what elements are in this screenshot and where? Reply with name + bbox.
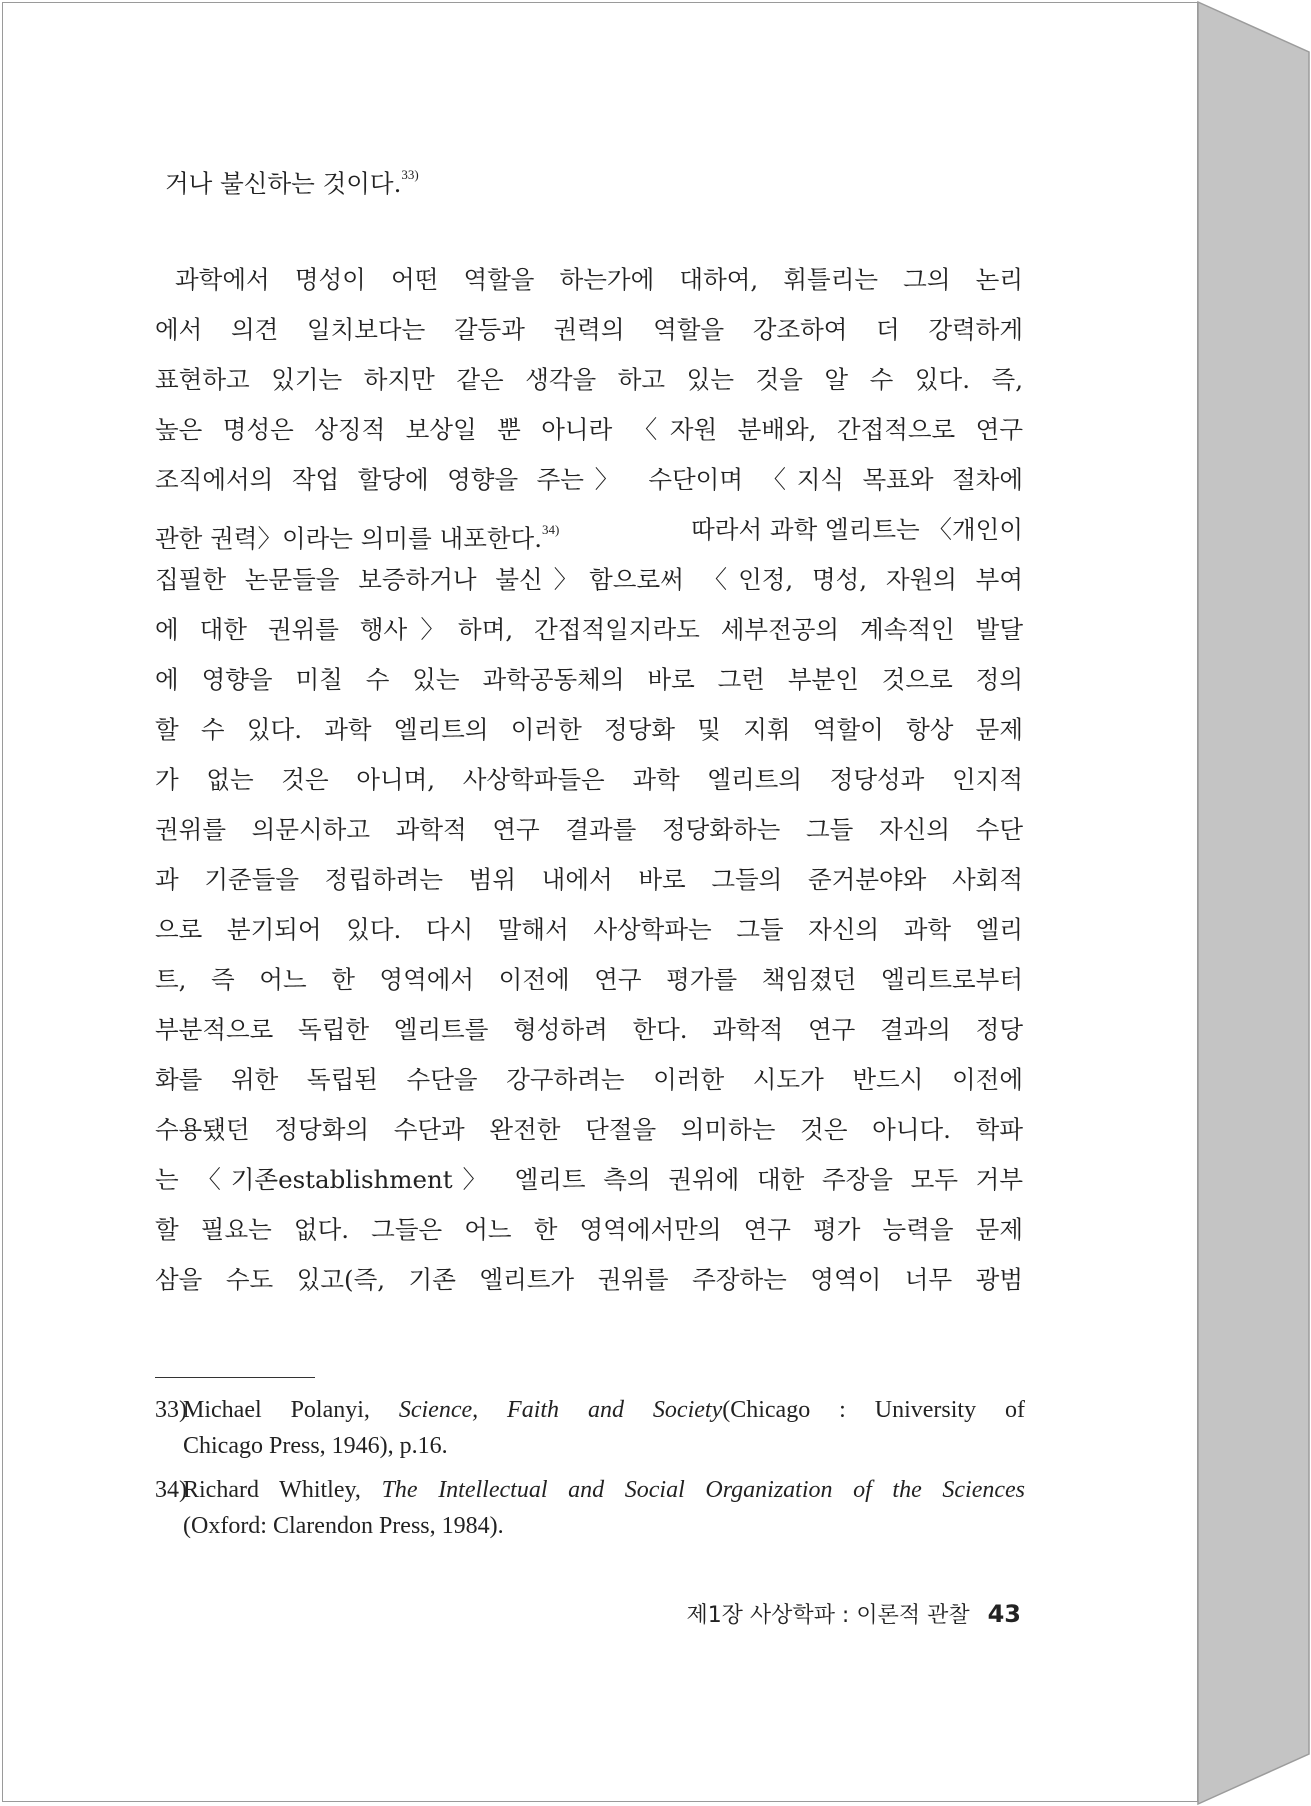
body-line: 과 기준들을 정립하려는 범위 내에서 바로 그들의 준거분야와 사회적 <box>155 865 1023 894</box>
footnote-number: 34) <box>155 1477 187 1503</box>
body-line: 가 없는 것은 아니며, 사상학파들은 과학 엘리트의 정당성과 인지적 <box>155 765 1023 794</box>
body-line: 표현하고 있기는 하지만 같은 생각을 하고 있는 것을 알 수 있다. 즉, <box>155 365 1023 394</box>
body-line: 수용됐던 정당화의 수단과 완전한 단절을 의미하는 것은 아니다. 학파 <box>155 1115 1023 1144</box>
footnote-author: Richard Whitley, <box>183 1477 382 1503</box>
footnote-ref-34: 34) <box>542 522 560 537</box>
footnote-34-body <box>183 1472 1025 1508</box>
body-line: 에서 의견 일치보다는 갈등과 권력의 역할을 강조하여 더 강력하게 <box>155 315 1023 344</box>
footnote-33-body <box>183 1392 1025 1428</box>
body-line <box>155 505 1023 555</box>
footnote-33-line1 <box>155 1392 1025 1428</box>
footnote-divider <box>155 1377 315 1378</box>
body-line: 는 〈기존establishment〉 엘리트 측의 권위에 대한 주장을 모두 거부 <box>155 1165 1023 1194</box>
body-line: 으로 분기되어 있다. 다시 말해서 사상학파는 그들 자신의 과학 엘리 <box>155 915 1023 944</box>
body-line: 삼을 수도 있고(즉, 기존 엘리트가 권위를 주장하는 영역이 너무 광범 <box>155 1265 1023 1294</box>
body-line: 집필한 논문들을 보증하거나 불신〉함으로써 〈인정, 명성, 자원의 부여 <box>155 565 1023 594</box>
page-footer <box>686 1596 1021 1634</box>
body-line: 부분적으로 독립한 엘리트를 형성하려 한다. 과학적 연구 결과의 정당 <box>155 1015 1023 1044</box>
body-line: 권위를 의문시하고 과학적 연구 결과를 정당화하는 그들 자신의 수단 <box>155 815 1023 844</box>
footnote-number: 33) <box>155 1397 187 1423</box>
paragraph-top <box>165 150 1023 200</box>
body-line: 에 대한 권위를 행사〉하며, 간접적일지라도 세부전공의 계속적인 발달 <box>155 615 1023 644</box>
footnote-publisher: (Chicago : University of <box>722 1397 1025 1423</box>
footnote-33-line2: Chicago Press, 1946), p.16. <box>183 1433 448 1459</box>
footnote-33 <box>155 1392 1025 1464</box>
body-line: 과학에서 명성이 어떤 역할을 하는가에 대하여, 휘틀리는 그의 논리 <box>175 265 1023 294</box>
body-line: 조직에서의 작업 할당에 영향을 주는〉 수단이며 〈지식 목표와 절차에 <box>155 465 1023 494</box>
body-line: 할 필요는 없다. 그들은 어느 한 영역에서만의 연구 평가 능력을 문제 <box>155 1215 1023 1244</box>
page-edge-side <box>1198 2 1309 1804</box>
body-line: 화를 위한 독립된 수단을 강구하려는 이러한 시도가 반드시 이전에 <box>155 1065 1023 1094</box>
body-line: 높은 명성은 상징적 보상일 뿐 아니라 〈자원 분배와, 간접적으로 연구 <box>155 415 1023 444</box>
footnote-ref-33: 33) <box>401 167 419 182</box>
body-line-text: 관한 권력〉이라는 의미를 내포한다. <box>155 524 542 553</box>
footnote-title: Science, Faith and Society <box>398 1397 723 1423</box>
body-line: 할 수 있다. 과학 엘리트의 이러한 정당화 및 지휘 역할이 항상 문제 <box>155 715 1023 744</box>
page-number: 43 <box>987 1600 1021 1628</box>
footnote-34 <box>155 1472 1025 1544</box>
body-line-tail: 따라서 과학 엘리트는 〈개인이 <box>691 515 1023 544</box>
paragraph-top-text: 거나 불신하는 것이다. <box>165 169 402 198</box>
footnote-34-line2: (Oxford: Clarendon Press, 1984). <box>183 1513 504 1539</box>
footnote-34-line1 <box>155 1472 1025 1508</box>
footnote-title: The Intellectual and Social Organization of the Sciences <box>381 1477 1025 1503</box>
chapter-title: 제1장 사상학파 : 이론적 관찰 <box>686 1603 970 1628</box>
body-line: 트, 즉 어느 한 영역에서 이전에 연구 평가를 책임졌던 엘리트로부터 <box>155 965 1023 994</box>
footnote-author: Michael Polanyi, <box>183 1397 399 1423</box>
body-line-segment <box>155 505 559 555</box>
body-line: 에 영향을 미칠 수 있는 과학공동체의 바로 그런 부분인 것으로 정의 <box>155 665 1023 694</box>
